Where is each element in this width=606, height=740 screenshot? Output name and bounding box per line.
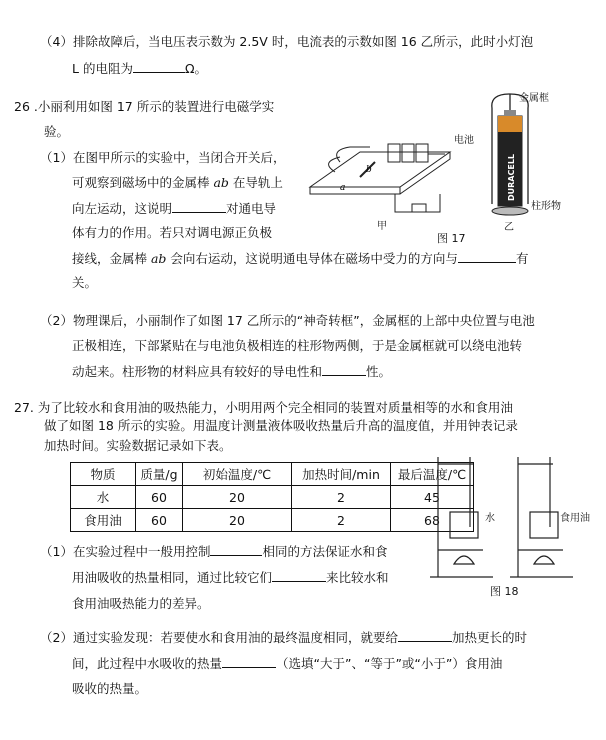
q27-p2-line3: 吸收的热量。 <box>72 681 148 696</box>
battery-copper-top <box>498 116 522 132</box>
table-cell: 45 <box>391 486 474 509</box>
table-header: 质量/g <box>136 463 183 486</box>
q25-4-text-b: Ω。 <box>184 61 208 76</box>
q27-stem-2: 做了如图 18 所示的实验。用温度计测量液体吸收热量后升高的温度值，并用钟表记录 <box>44 418 518 433</box>
q27-p1-line2 <box>72 568 389 587</box>
q27-p2-line2 <box>72 654 502 673</box>
text: 向左运动，这说明 <box>72 201 173 216</box>
text: 间，此过程中水吸收的热量 <box>72 656 223 671</box>
q26-stem-2: 验。 <box>44 124 70 139</box>
q26-p2-line2: 正极相连，下部紧贴在与电池负极相连的柱形物两侧，于是金属框就可以绕电池转 <box>72 338 523 353</box>
table-header-row <box>71 463 474 486</box>
text: 有 <box>515 251 529 266</box>
fig-letter-a: a <box>340 183 346 193</box>
data-table <box>70 462 474 532</box>
q26-p1-line4: 体有力的作用。若只对调电源正负极 <box>72 225 273 240</box>
text: （选填“大于”、“等于”或“小于”）食用油 <box>276 656 503 671</box>
answer-blank <box>210 542 262 556</box>
q27-stem-1: 27. 为了比较水和食用油的吸热能力，小明用两个完全相同的装置对质量相等的水和食用油 <box>14 400 513 415</box>
table-cell: 20 <box>183 509 292 532</box>
q27-p2-line1 <box>40 628 527 647</box>
fig17-jia-label: 甲 <box>377 221 387 232</box>
table-header: 初始温度/℃ <box>183 463 292 486</box>
table-header: 最后温度/℃ <box>391 463 474 486</box>
rod-ab-label: ab <box>150 251 167 266</box>
fig18-caption: 图 18 <box>490 585 519 598</box>
q26-p2-line1: （2）物理课后，小丽制作了如图 17 乙所示的“神奇转框”，金属框的上部中央位置与电池 <box>40 313 535 328</box>
label-oil: 食用油 <box>560 513 590 524</box>
table-cell: 水 <box>71 486 136 509</box>
q26-stem-1: 26 .小丽利用如图 17 所示的装置进行电磁学实 <box>14 99 275 114</box>
table-header: 物质 <box>71 463 136 486</box>
q27-p1-line3: 食用油吸热能力的差异。 <box>72 596 210 611</box>
label-cylinder: 柱形物 <box>531 201 561 212</box>
fig-letter-b: b <box>366 165 372 175</box>
table-cell: 食用油 <box>71 509 136 532</box>
table-cell: 60 <box>136 486 183 509</box>
q25-4-line1: （4）排除故障后，当电压表示数为 2.5V 时，电流表的示数如图 16 乙所示，此时小灯泡 <box>40 34 534 49</box>
q27-stem-3: 加热时间。实验数据记录如下表。 <box>44 438 232 453</box>
rod-ab-label: ab <box>213 175 229 190</box>
answer-blank <box>222 654 276 668</box>
q27-p1-line1 <box>40 542 387 561</box>
fig17-caption: 图 17 <box>437 232 466 245</box>
text: 用油吸收的热量相同，通过比较它们 <box>72 570 273 585</box>
table-cell: 60 <box>136 509 183 532</box>
text: 在导轨上 <box>228 175 283 190</box>
table-cell: 20 <box>183 486 292 509</box>
answer-blank <box>272 568 326 582</box>
table-header: 加热时间/min <box>292 463 391 486</box>
text: 加热更长的时 <box>451 630 527 645</box>
q26-p1-line2 <box>72 174 283 192</box>
battery-cap <box>504 110 516 116</box>
answer-blank <box>458 249 516 263</box>
table-row <box>71 509 474 532</box>
q26-p2-line3 <box>72 362 391 381</box>
text: 对通电导 <box>226 201 277 216</box>
answer-blank <box>133 59 185 73</box>
answer-blank <box>398 628 452 642</box>
label-metal-frame: 金属框 <box>519 93 549 104</box>
battery-brand: DURACELL <box>507 153 516 201</box>
text: 相同的方法保证水和食 <box>262 544 388 559</box>
cylinder-base <box>492 207 528 215</box>
q25-4-text-a: L 的电阻为 <box>72 61 133 76</box>
fig17-yi-label: 乙 <box>504 222 514 233</box>
text: 来比较水和 <box>326 570 389 585</box>
q25-4-line2 <box>72 59 207 78</box>
q26-p1-line5 <box>72 249 528 268</box>
q26-p1-line6: 关。 <box>72 275 98 290</box>
q26-p1-line3 <box>72 199 276 218</box>
q26-p1-line1: （1）在图甲所示的实验中，当闭合开关后， <box>40 150 286 165</box>
text: （1）在实验过程中一般用控制 <box>40 544 211 559</box>
text: 动起来。柱形物的材料应具有较好的导电性和 <box>72 364 323 379</box>
text: 接线，金属棒 <box>72 251 151 266</box>
label-water: 水 <box>485 513 495 524</box>
answer-blank <box>172 199 226 213</box>
text: 可观察到磁场中的金属棒 <box>72 175 214 190</box>
text: 会向右运动，这说明通电导体在磁场中受力的方向与 <box>166 251 458 266</box>
text: 性。 <box>366 364 392 379</box>
text: （2）通过实验发现：若要使水和食用油的最终温度相同，就要给 <box>40 630 398 645</box>
label-battery: 电池 <box>454 135 474 146</box>
table-cell: 2 <box>292 486 391 509</box>
table-cell: 2 <box>292 509 391 532</box>
table-cell: 68 <box>391 509 474 532</box>
table-row <box>71 486 474 509</box>
answer-blank <box>322 362 366 376</box>
